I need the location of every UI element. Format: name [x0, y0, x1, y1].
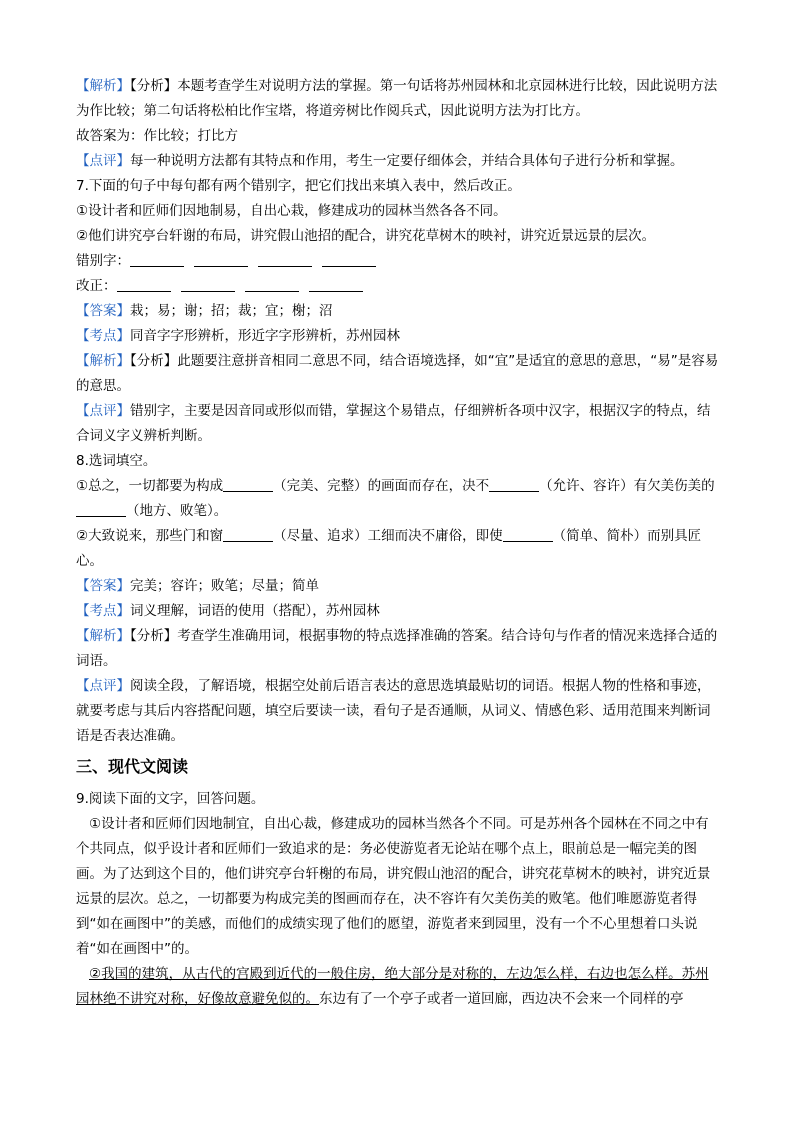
q8-s1-part: （地方、败笔）。: [126, 503, 228, 519]
exam-point-tag: 【考点】: [76, 328, 130, 344]
answer-blank[interactable]: [181, 277, 235, 292]
q8-comment: [76, 674, 720, 749]
q8-question: 8.选词填空。: [76, 453, 157, 469]
answer-tag: 【答案】: [76, 303, 130, 319]
q7-exam-point-text: 同音字字形辨析，形近字字形辨析，苏州园林: [130, 328, 400, 344]
q8-answer: [76, 574, 720, 599]
answer-blank[interactable]: [258, 252, 312, 267]
fill-blank[interactable]: [489, 477, 539, 492]
q8-s1-part: （允许、容许）有欠美伤美的: [539, 478, 715, 494]
q8-s2-part: ②大致说来，那些门和窗: [76, 528, 224, 544]
q8-analysis-text: 考查学生准确用词，根据事物的特点选择准确的答案。结合诗句与作者的情况来选择合适的词语。: [76, 628, 718, 669]
analysis-tag: 【解析】: [76, 78, 130, 94]
q8-s1-part: （完美、完整）的画面而存在，决不: [273, 478, 490, 494]
answer-blank[interactable]: [130, 252, 184, 267]
q7-wrong-chars-row: [76, 249, 720, 274]
analysis-subtag: 【分析】: [130, 628, 178, 644]
q7-sentence-2: ②他们讲究亭台轩谢的布局，讲究假山池招的配合，讲究花草树木的映衬，讲究近景远景的层次。: [76, 228, 656, 244]
q9-paragraph-2-rest: 东边有了一个亭子或者一道回廊，西边决不会来一个同样的亭: [319, 991, 684, 1007]
section-title: 三、现代文阅读: [76, 757, 189, 776]
comment-tag: 【点评】: [76, 403, 130, 419]
q8-sentence-1: [76, 474, 720, 524]
analysis-tag: 【解析】: [76, 628, 130, 644]
q9-question: 9.阅读下面的文字，回答问题。: [76, 791, 265, 807]
q8-comment-text: 阅读全段，了解语境，根据空处前后语言表达的意思选填最贴切的词语。根据人物的性格和事迹，就要考虑与其后内容搭配问题，填空后要读一读，看句子是否通顺，从词义、情感色彩、适用范围来判断词语是否表达准确。: [76, 678, 711, 744]
comment-tag: 【点评】: [76, 153, 130, 169]
answer-blank[interactable]: [117, 277, 171, 292]
answer-tag: 【答案】: [76, 578, 130, 594]
q6-comment: [76, 149, 720, 174]
q8-analysis: [76, 624, 720, 674]
q7-sentence-1: ①设计者和匠师们因地制易，自出心栽，修建成功的园林当然各各不同。: [76, 203, 507, 219]
answer-blank[interactable]: [309, 277, 363, 292]
comment-tag: 【点评】: [76, 678, 130, 694]
q7-answer: [76, 299, 720, 324]
q8-s2-part: （简单、简朴）而别具匠心。: [76, 528, 702, 569]
q6-answer-line: 故答案为：作比较；打比方: [76, 128, 238, 144]
q8-s2-part: （尽量、追求）工细而决不庸俗，即使: [273, 528, 503, 544]
answer-blank[interactable]: [322, 252, 376, 267]
q8-exam-point: [76, 599, 720, 624]
q6-comment-text: 每一种说明方法都有其特点和作用，考生一定要仔细体会，并结合具体句子进行分析和掌握。: [130, 153, 684, 169]
fill-blank[interactable]: [223, 527, 273, 542]
answer-blank[interactable]: [245, 277, 299, 292]
q7-analysis: [76, 349, 720, 399]
q7-answer-text: 栽；易；谢；招；裁；宜；榭；沼: [130, 303, 333, 319]
q8-sentence-2: [76, 524, 720, 574]
q7-correction-row: [76, 274, 720, 299]
fill-blank[interactable]: [503, 527, 553, 542]
analysis-subtag: 【分析】: [130, 353, 178, 369]
q7-comment-text: 错别字，主要是因音同或形似而错，掌握这个易错点，仔细辨析各项中汉字，根据汉字的特点，结合词义字义辨析判断。: [76, 403, 711, 444]
q8-answer-text: 完美；容许；败笔；尽量；简单: [130, 578, 319, 594]
analysis-tag: 【解析】: [76, 353, 130, 369]
q8-s1-part: ①总之，一切都要为构成: [76, 478, 224, 494]
q8-exam-point-text: 词义理解，词语的使用（搭配），苏州园林: [130, 603, 380, 619]
q7-comment: [76, 399, 720, 449]
q6-analysis: [76, 74, 720, 124]
analysis-subtag: 【分析】: [130, 78, 178, 94]
q7-exam-point: [76, 324, 720, 349]
q7-question: 7.下面的句子中每句都有两个错别字，把它们找出来填入表中，然后改正。: [76, 178, 521, 194]
wrong-chars-label: 错别字：: [76, 253, 130, 269]
fill-blank[interactable]: [76, 502, 126, 517]
answer-blank[interactable]: [194, 252, 248, 267]
correction-label: 改正：: [76, 278, 117, 294]
q6-analysis-text: 本题考查学生对说明方法的掌握。第一句话将苏州园林和北京园林进行比较，因此说明方法为作比较；第二句话将松柏比作宝塔，将道旁树比作阅兵式，因此说明方法为打比方。: [76, 78, 718, 119]
q9-paragraph-1: ①设计者和匠师们因地制宜，自出心裁，修建成功的园林当然各个不同。可是苏州各个园林在不同之中有个共同点，似乎设计者和匠师们一致追求的是：务必使游览者无论站在哪个点上，眼前总是一幅完美的图画。为了达到这个目的，他们讲究亭台轩榭的布局，讲究假山池沼的配合，讲究花草树木的映衬，讲究近景远景的层次。总之，一切都要为构成完美的图画而存在，决不容许有欠美伤美的败笔。他们唯愿游览者得到“如在画图中”的美感，而他们的成绩实现了他们的愿望，游览者来到园里，没有一个不心里想着口头说着“如在画图中”的。: [76, 816, 711, 957]
q9-paragraph-2: [76, 962, 720, 1012]
document-page: [76, 74, 720, 1012]
exam-point-tag: 【考点】: [76, 603, 130, 619]
fill-blank[interactable]: [223, 477, 273, 492]
q7-analysis-text: 此题要注意拼音相同二意思不同，结合语境选择，如“宜”是适宜的意思的意思，“易”是容易的意思。: [76, 353, 719, 394]
underlined-passage: ②我国的建筑，从古代的宫殿到近代的一般住房，绝大部分是对称的，左边怎么样，右边也怎么样。苏州园林绝不讲究对称，好像故意避免似的。: [76, 966, 709, 1007]
